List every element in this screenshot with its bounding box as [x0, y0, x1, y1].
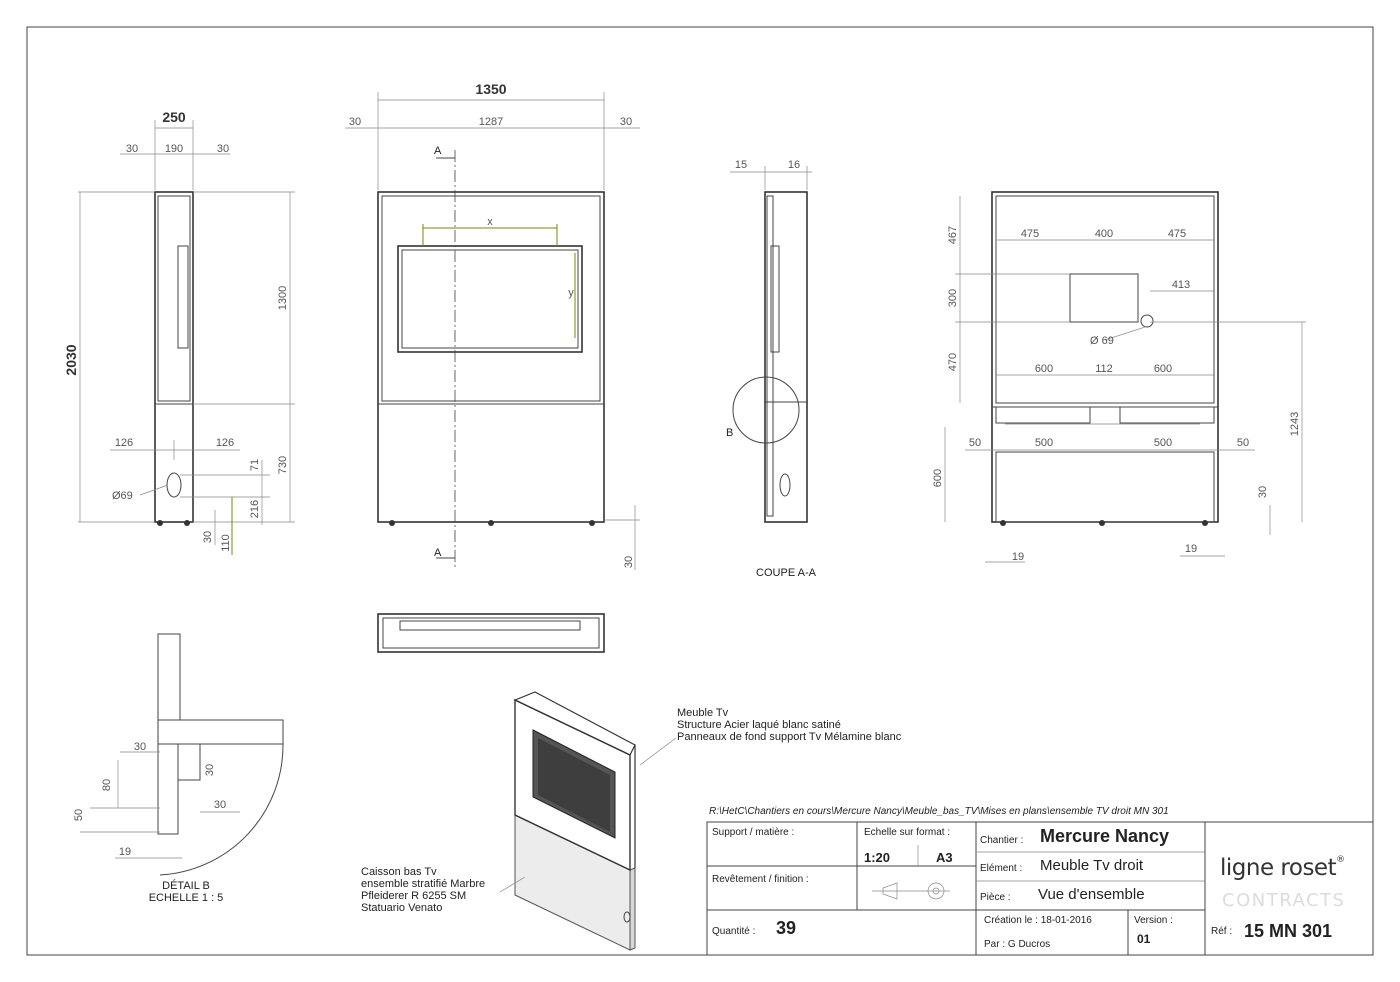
label-x: x [487, 216, 493, 228]
detail-dim-50: 50 [73, 808, 85, 822]
par-label: Par : G Ducros [984, 939, 1051, 950]
dim-1350: 1350 [475, 81, 507, 97]
dim-470: 470 [947, 352, 959, 372]
dim-30-foot: 30 [202, 530, 214, 544]
dim-hole-r: 126 [215, 437, 235, 449]
detail-dim-19: 19 [118, 846, 132, 858]
note-caisson-1: Caisson bas Tv [361, 866, 437, 878]
ligne-roset-logo [1220, 855, 1345, 881]
dim-1287: 1287 [478, 116, 504, 128]
chantier-label: Chantier : [980, 835, 1024, 846]
detail-mark-b: B [726, 427, 734, 439]
logo-top-text: ligne roset [1220, 855, 1337, 881]
label-y: y [568, 287, 574, 299]
format-value: A3 [936, 850, 953, 865]
version-label: Version : [1134, 915, 1173, 926]
dim-600-v: 600 [932, 468, 944, 488]
dim-hole-dia: Ø69 [112, 490, 133, 502]
note-caisson-2: ensemble stratifié Marbre [361, 878, 486, 890]
quantite-label: Quantité : [712, 926, 756, 937]
detail-dim-30a: 30 [133, 741, 147, 753]
contracts-logo: CONTRACTS [1222, 890, 1346, 911]
dim-back-600-r: 600 [1153, 363, 1173, 375]
isometric-view [500, 692, 676, 950]
dim-front-foot: 30 [623, 555, 635, 569]
detail-caption-1: DÉTAIL B [162, 880, 210, 892]
dim-side-off-3: 30 [216, 143, 230, 155]
dim-216: 216 [249, 499, 261, 519]
piece-value: Vue d'ensemble [1038, 886, 1145, 903]
dim-back-50-r: 50 [1236, 437, 1250, 449]
quantite-value: 39 [776, 918, 797, 938]
dim-front-l30: 30 [348, 116, 362, 128]
dim-back-400: 400 [1094, 228, 1114, 240]
dim-back-475-l: 475 [1020, 228, 1040, 240]
dim-2030: 2030 [63, 344, 79, 376]
dim-16: 16 [787, 159, 801, 171]
dim-413: 413 [1171, 279, 1191, 291]
dim-250: 250 [162, 109, 186, 125]
dim-side-off-2: 190 [164, 143, 184, 155]
file-path: R:\HetC\Chantiers en cours\Mercure Nancy\Meuble_bas_TV\Mises en plans\ensemble TV droit MN 301 [709, 806, 1169, 817]
dim-front-r30: 30 [619, 116, 633, 128]
element-value: Meuble Tv droit [1040, 857, 1144, 874]
ref-label: Réf : [1211, 926, 1233, 937]
detail-caption-2: ECHELLE 1 : 5 [148, 892, 224, 904]
dim-back-600-l: 600 [1034, 363, 1054, 375]
section-caption: COUPE A-A [756, 567, 816, 579]
creation-label: Création le : 18-01-2016 [984, 915, 1092, 926]
dim-300: 300 [947, 288, 959, 308]
ref-value: 15 MN 301 [1244, 921, 1333, 941]
dim-back-500-r: 500 [1153, 437, 1173, 449]
echelle-value: 1:20 [864, 850, 891, 865]
logo-reg: ® [1336, 855, 1345, 865]
detail-dim-30c: 30 [213, 799, 227, 811]
note-meuble-1: Meuble Tv [677, 707, 729, 719]
section-mark-top: A [434, 145, 442, 157]
dim-back-500-l: 500 [1034, 437, 1054, 449]
dim-back-475-r: 475 [1167, 228, 1187, 240]
note-caisson-3: Pfleiderer R 6255 SM [361, 890, 467, 902]
dim-1300: 1300 [277, 285, 289, 311]
note-caisson-4: Statuario Venato [361, 902, 443, 914]
dim-467: 467 [947, 225, 959, 245]
piece-label: Pièce : [980, 892, 1011, 903]
top-view [378, 614, 604, 652]
back-view [932, 192, 1306, 563]
dim-hole-l: 126 [114, 437, 134, 449]
dim-1243: 1243 [1289, 411, 1301, 437]
detail-dim-30b: 30 [204, 763, 216, 777]
detail-dim-80: 80 [101, 778, 113, 792]
dim-back-dia: Ø 69 [1090, 335, 1114, 347]
dim-15: 15 [734, 159, 748, 171]
dim-back-19-l: 19 [1011, 551, 1025, 563]
dim-110: 110 [220, 534, 232, 552]
version-value: 01 [1137, 932, 1151, 946]
section-mark-bottom: A [434, 547, 442, 559]
dim-back-19-r: 19 [1184, 543, 1198, 555]
element-label: Elément : [980, 863, 1023, 874]
side-view [63, 109, 295, 555]
revetement-label: Revêtement / finition : [712, 874, 809, 885]
section-view [726, 159, 817, 579]
support-label: Support / matière : [712, 827, 795, 838]
dim-71: 71 [249, 458, 261, 472]
dim-back-50-l: 50 [968, 437, 982, 449]
dim-back-30: 30 [1257, 485, 1269, 499]
note-meuble-3: Panneaux de fond support Tv Mélamine blanc [677, 731, 902, 743]
sheet-border [27, 27, 1373, 955]
echelle-label: Echelle sur format : [864, 827, 951, 838]
chantier-value: Mercure Nancy [1040, 826, 1170, 846]
dim-side-off-1: 30 [125, 143, 139, 155]
front-view [345, 81, 640, 570]
dim-730: 730 [277, 455, 289, 475]
detail-b [73, 634, 283, 904]
dim-back-112: 112 [1095, 363, 1113, 375]
note-meuble-2: Structure Acier laqué blanc satiné [677, 719, 841, 731]
